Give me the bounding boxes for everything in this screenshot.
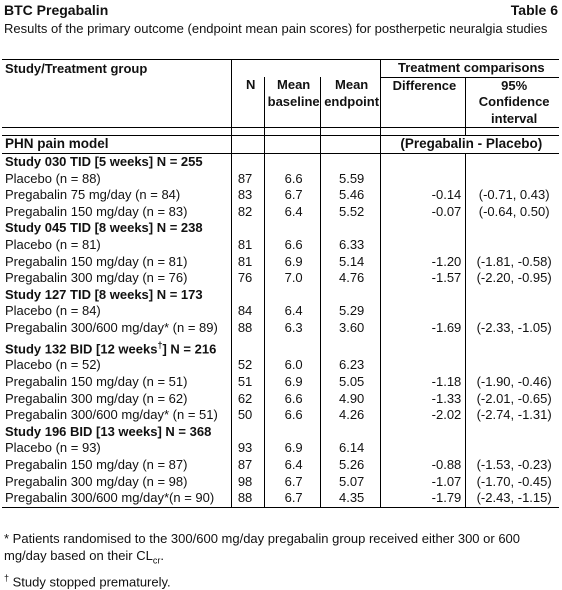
difference-cell: -1.07 [380,474,466,491]
study-title-text: Study 127 TID [8 weeks] N = 173 [5,286,203,302]
treatment-group-cell: Pregabalin 150 mg/day (n = 87) [5,456,188,472]
n-cell: 87 [231,457,264,474]
mean-baseline-line1: Mean [277,77,311,93]
mean-baseline-line2: baseline [267,93,320,109]
difference-cell: -0.14 [380,187,466,204]
empty-cell [231,287,264,304]
n-cell: 98 [231,474,264,491]
empty-cell [466,153,559,170]
ci-cell: (-0.64, 0.50) [466,204,559,221]
spacer-cell [264,128,320,136]
column-header-n: N [231,77,264,128]
table-header [4,2,558,37]
difference-cell: -0.88 [380,457,466,474]
difference-cell: -1.79 [380,490,466,507]
table-row [2,440,559,457]
n-cell: 88 [231,320,264,337]
study-title-text: Study 132 BID [12 weeks [5,340,158,356]
difference-cell: -1.18 [380,374,466,391]
n-cell: 81 [231,254,264,271]
empty-cell [231,153,264,170]
mean-endpoint-cell: 5.14 [320,254,380,271]
ci-line2: Confidence [478,94,550,110]
study-header-row [2,287,559,304]
ci-cell: (-2.33, -1.05) [466,320,559,337]
column-header-mean-baseline [264,77,320,128]
footnote-1 [4,530,558,570]
mean-baseline-cell: 6.9 [264,254,320,271]
footnotes [4,530,558,590]
mean-baseline-cell: 6.9 [264,374,320,391]
mean-baseline-cell: 6.9 [264,440,320,457]
table-row [2,171,559,188]
table-row [2,474,559,491]
mean-endpoint-cell: 4.26 [320,407,380,424]
n-cell: 62 [231,391,264,408]
empty-cell [231,424,264,441]
study-title-end: ] N = 216 [162,340,217,356]
ci-line3: interval [491,110,538,126]
table-row [2,237,559,254]
column-header-mean-endpoint [320,77,380,128]
table-body [2,153,559,507]
ci-cell [466,237,559,254]
footnote-1-text: * Patients randomised to the 300/600 mg/day pregabalin group received either 300 or 600 mg/day based on their CL [4,531,521,563]
n-cell: 76 [231,270,264,287]
ci-cell: (-1.53, -0.23) [466,457,559,474]
mean-baseline-cell: 6.7 [264,187,320,204]
treatment-group-cell: Pregabalin 300/600 mg/day* (n = 51) [5,407,218,423]
mean-endpoint-cell: 5.26 [320,457,380,474]
difference-cell: -1.57 [380,270,466,287]
empty-cell [264,220,320,237]
treatment-group-cell: Placebo (n = 84) [5,303,101,319]
empty-cell [380,424,466,441]
mean-endpoint-cell: 5.59 [320,171,380,188]
mean-endpoint-cell: 4.90 [320,391,380,408]
study-title-text: Study 196 BID [13 weeks] N = 368 [5,423,212,439]
empty-cell [320,287,380,304]
difference-cell: -2.02 [380,407,466,424]
mean-baseline-cell: 6.6 [264,171,320,188]
column-header-comparisons: Treatment comparisons [380,60,559,78]
study-header-row [2,424,559,441]
n-cell: 52 [231,357,264,374]
empty-cell [264,153,320,170]
mean-baseline-cell: 6.6 [264,237,320,254]
difference-cell: -0.07 [380,204,466,221]
mean-baseline-cell: 6.4 [264,204,320,221]
mean-endpoint-cell: 6.33 [320,237,380,254]
study-header-row [2,337,559,358]
study-header-row [2,220,559,237]
mean-baseline-cell: 6.6 [264,391,320,408]
table-row [2,490,559,507]
empty-cell [466,337,559,358]
empty-cell [380,337,466,358]
treatment-group-cell: Pregabalin 300 mg/day (n = 98) [5,473,188,489]
ci-cell: (-2.20, -0.95) [466,270,559,287]
mean-endpoint-line1: Mean [335,77,369,93]
ci-cell: (-2.74, -1.31) [466,407,559,424]
n-cell: 83 [231,187,264,204]
n-cell: 93 [231,440,264,457]
mean-endpoint-cell: 6.14 [320,440,380,457]
column-header-blank [231,60,380,78]
footnote-1-end: . [160,548,164,563]
empty-cell [380,287,466,304]
empty-cell [466,424,559,441]
table-row [2,270,559,287]
treatment-group-cell: Pregabalin 150 mg/day (n = 51) [5,374,188,390]
column-header-study: Study/Treatment group [5,60,148,76]
study-title [2,153,231,170]
treatment-group-cell: Pregabalin 300/600 mg/day*(n = 90) [5,490,215,506]
footnote-2-text: Study stopped prematurely. [9,573,171,589]
table-row [2,254,559,271]
treatment-group-cell: Placebo (n = 52) [5,357,101,373]
ci-cell [466,357,559,374]
empty-cell [264,287,320,304]
table-row [2,357,559,374]
study-title [2,287,231,304]
treatment-group-cell: Placebo (n = 93) [5,440,101,456]
empty-cell [320,337,380,358]
header-spacer [2,77,231,128]
mean-endpoint-cell: 5.07 [320,474,380,491]
mean-baseline-cell: 6.7 [264,490,320,507]
table-row [2,320,559,337]
table-row [2,457,559,474]
model-comparison: (Pregabalin - Placebo) [380,136,559,154]
n-cell: 82 [231,204,264,221]
model-cell [231,136,264,154]
table-label: Table 6 [510,2,558,18]
ci-cell [466,303,559,320]
difference-cell [380,171,466,188]
mean-baseline-cell: 6.4 [264,303,320,320]
difference-cell [380,440,466,457]
ci-cell: (-1.70, -0.45) [466,474,559,491]
difference-cell: -1.20 [380,254,466,271]
treatment-group-cell: Pregabalin 150 mg/day (n = 83) [5,203,188,219]
treatment-group-cell: Placebo (n = 81) [5,236,101,252]
n-cell: 81 [231,237,264,254]
mean-endpoint-cell: 6.23 [320,357,380,374]
empty-cell [264,424,320,441]
table-row [2,204,559,221]
study-title [2,220,231,237]
treatment-group-cell: Pregabalin 150 mg/day (n = 81) [5,253,188,269]
ci-cell [466,440,559,457]
table-caption: Results of the primary outcome (endpoint mean pain scores) for postherpetic neuralgia studies [4,21,548,36]
mean-baseline-cell: 7.0 [264,270,320,287]
empty-cell [466,287,559,304]
ci-cell: (-2.01, -0.65) [466,391,559,408]
ci-cell [466,171,559,188]
mean-endpoint-cell: 4.35 [320,490,380,507]
model-cell [320,136,380,154]
mean-endpoint-cell: 5.46 [320,187,380,204]
treatment-group-cell: Pregabalin 300 mg/day (n = 76) [5,270,188,286]
mean-baseline-cell: 6.7 [264,474,320,491]
spacer-cell [320,128,380,136]
empty-cell [380,153,466,170]
empty-cell [320,220,380,237]
footnote-2 [4,570,558,590]
n-cell: 84 [231,303,264,320]
empty-cell [320,153,380,170]
difference-cell: -1.33 [380,391,466,408]
mean-endpoint-cell: 3.60 [320,320,380,337]
model-label: PHN pain model [5,136,109,152]
spacer-cell [231,128,264,136]
study-title [2,424,231,441]
ci-line1: 95% [501,77,528,93]
difference-cell [380,303,466,320]
table-row [2,374,559,391]
empty-cell [466,220,559,237]
ci-cell: (-1.81, -0.58) [466,254,559,271]
results-table [2,59,559,508]
spacer-cell [2,128,231,136]
treatment-group-cell: Pregabalin 300/600 mg/day* (n = 89) [5,319,218,335]
n-cell: 51 [231,374,264,391]
study-title-text: Study 045 TID [8 weeks] N = 238 [5,220,203,236]
treatment-group-cell: Placebo (n = 88) [5,170,101,186]
treatment-group-cell: Pregabalin 75 mg/day (n = 84) [5,187,181,203]
ci-cell: (-2.43, -1.15) [466,490,559,507]
study-title-footnote-mark: † [157,339,163,350]
table-row [2,391,559,408]
difference-cell [380,357,466,374]
n-cell: 50 [231,407,264,424]
empty-cell [320,424,380,441]
mean-endpoint-line2: endpoint [324,93,380,109]
table-row [2,407,559,424]
mean-endpoint-cell: 4.76 [320,270,380,287]
empty-cell [231,220,264,237]
difference-cell: -1.69 [380,320,466,337]
ci-cell: (-0.71, 0.43) [466,187,559,204]
mean-baseline-cell: 6.0 [264,357,320,374]
study-title-text: Study 030 TID [5 weeks] N = 255 [5,153,203,169]
column-header-ci [466,77,559,128]
document-title: BTC Pregabalin [4,2,109,18]
spacer-cell [380,128,466,136]
mean-baseline-cell: 6.6 [264,407,320,424]
table-row [2,187,559,204]
table-row [2,303,559,320]
study-header-row [2,153,559,170]
spacer-cell [466,128,559,136]
mean-endpoint-cell: 5.05 [320,374,380,391]
empty-cell [231,337,264,358]
column-header-difference: Difference [380,77,466,128]
empty-cell [264,337,320,358]
footnote-2-mark: † [4,572,10,583]
ci-cell: (-1.90, -0.46) [466,374,559,391]
mean-baseline-cell: 6.3 [264,320,320,337]
study-title [2,337,231,358]
footnote-1-subscript: cr [152,555,161,566]
empty-cell [380,220,466,237]
treatment-group-cell: Pregabalin 300 mg/day (n = 62) [5,390,188,406]
mean-endpoint-cell: 5.29 [320,303,380,320]
n-cell: 87 [231,171,264,188]
mean-endpoint-cell: 5.52 [320,204,380,221]
difference-cell [380,237,466,254]
model-cell [264,136,320,154]
mean-baseline-cell: 6.4 [264,457,320,474]
n-cell: 88 [231,490,264,507]
